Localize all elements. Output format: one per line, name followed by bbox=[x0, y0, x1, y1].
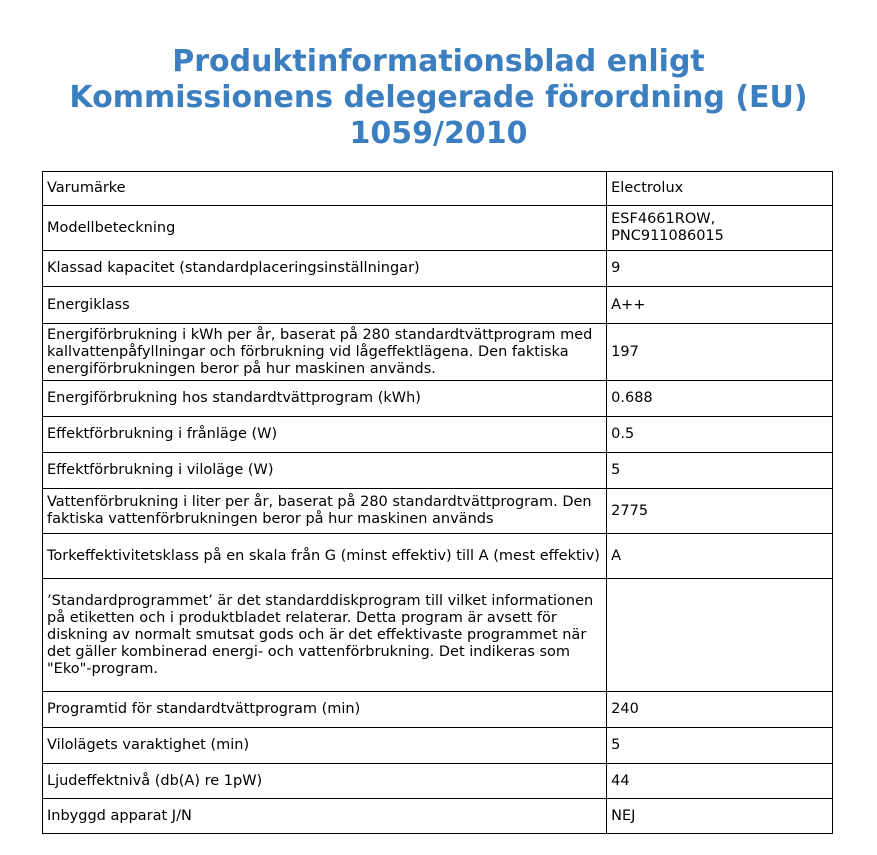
row-value bbox=[607, 417, 833, 453]
table-row bbox=[43, 381, 833, 417]
row-value-line: A++ bbox=[611, 296, 646, 313]
row-value-line: A bbox=[611, 547, 622, 564]
row-value bbox=[607, 764, 833, 799]
row-label: Energiklass bbox=[43, 287, 607, 324]
table-row bbox=[43, 764, 833, 799]
table-row bbox=[43, 172, 833, 206]
row-value-line: 2775 bbox=[611, 502, 649, 519]
row-value-line: 197 bbox=[611, 343, 639, 360]
row-label: Energiförbrukning hos standardtvättprogram (kWh) bbox=[43, 381, 607, 417]
row-value bbox=[607, 251, 833, 287]
row-value-line: NEJ bbox=[611, 807, 636, 824]
title-line-1: Produktinformationsblad enligt bbox=[172, 44, 705, 79]
row-label: Vilolägets varaktighet (min) bbox=[43, 728, 607, 764]
row-label: Programtid för standardtvättprogram (min) bbox=[43, 692, 607, 728]
table-row bbox=[43, 324, 833, 381]
table-row bbox=[43, 489, 833, 534]
row-label: Inbyggd apparat J/N bbox=[43, 799, 607, 834]
row-value-line: 0.688 bbox=[611, 390, 653, 406]
title-line-3: 1059/2010 bbox=[349, 116, 528, 151]
table-row bbox=[43, 251, 833, 287]
table-row bbox=[43, 453, 833, 489]
row-value bbox=[607, 381, 833, 417]
row-label: ’Standardprogrammet’ är det standarddiskprogram till vilket informationen på etiketten och i produktbladet relaterar. Detta program är avsett för diskning av normalt smutsat gods och är det effektivaste programmet när det gäller kombinerad energi- och vattenförbrukning. Det indikeras som "Eko"-program. bbox=[43, 579, 607, 692]
row-value-line: ESF4661ROW, bbox=[611, 211, 716, 227]
row-value bbox=[607, 728, 833, 764]
table-row bbox=[43, 728, 833, 764]
row-value-line: Electrolux bbox=[611, 180, 684, 196]
row-value bbox=[607, 287, 833, 324]
row-value bbox=[607, 534, 833, 579]
row-label: Effektförbrukning i viloläge (W) bbox=[43, 453, 607, 489]
row-value-line: 0.5 bbox=[611, 426, 635, 442]
product-info-table bbox=[42, 171, 833, 834]
row-value bbox=[607, 799, 833, 834]
row-value bbox=[607, 324, 833, 381]
row-label: Energiförbrukning i kWh per år, baserat på 280 standardtvättprogram med kallvattenpåfyllningar och förbrukning vid lågeffektlägena. Den faktiska energiförbrukningen beror på hur maskinen används. bbox=[43, 324, 607, 381]
row-label: Effektförbrukning i frånläge (W) bbox=[43, 417, 607, 453]
row-value-line: 5 bbox=[611, 737, 621, 753]
row-label: Klassad kapacitet (standardplaceringsinställningar) bbox=[43, 251, 607, 287]
table-row bbox=[43, 692, 833, 728]
row-value bbox=[607, 692, 833, 728]
row-label: Vattenförbrukning i liter per år, baserat på 280 standardtvättprogram. Den faktiska vattenförbrukningen beror på hur maskinen används bbox=[43, 489, 607, 534]
table-row bbox=[43, 799, 833, 834]
product-info-table-body bbox=[43, 172, 833, 834]
row-value-line: PNC911086015 bbox=[611, 228, 724, 244]
row-value bbox=[607, 172, 833, 206]
row-value bbox=[607, 489, 833, 534]
row-label: Ljudeffektnivå (db(A) re 1pW) bbox=[43, 764, 607, 799]
row-label: Torkeffektivitetsklass på en skala från G (minst effektiv) till A (mest effektiv) bbox=[43, 534, 607, 579]
row-value bbox=[607, 579, 833, 692]
row-value-line: 5 bbox=[611, 462, 621, 478]
row-value bbox=[607, 453, 833, 489]
row-value-line: 9 bbox=[611, 260, 621, 276]
title-line-2: Kommissionens delegerade förordning (EU) bbox=[69, 80, 808, 115]
row-label: Varumärke bbox=[43, 172, 607, 206]
table-row bbox=[43, 206, 833, 251]
row-label: Modellbeteckning bbox=[43, 206, 607, 251]
table-row bbox=[43, 579, 833, 692]
row-value-line: 44 bbox=[611, 772, 630, 789]
row-value bbox=[607, 206, 833, 251]
table-row bbox=[43, 417, 833, 453]
table-row bbox=[43, 534, 833, 579]
row-value-line: 240 bbox=[611, 701, 639, 717]
page-title bbox=[0, 44, 877, 152]
table-row bbox=[43, 287, 833, 324]
